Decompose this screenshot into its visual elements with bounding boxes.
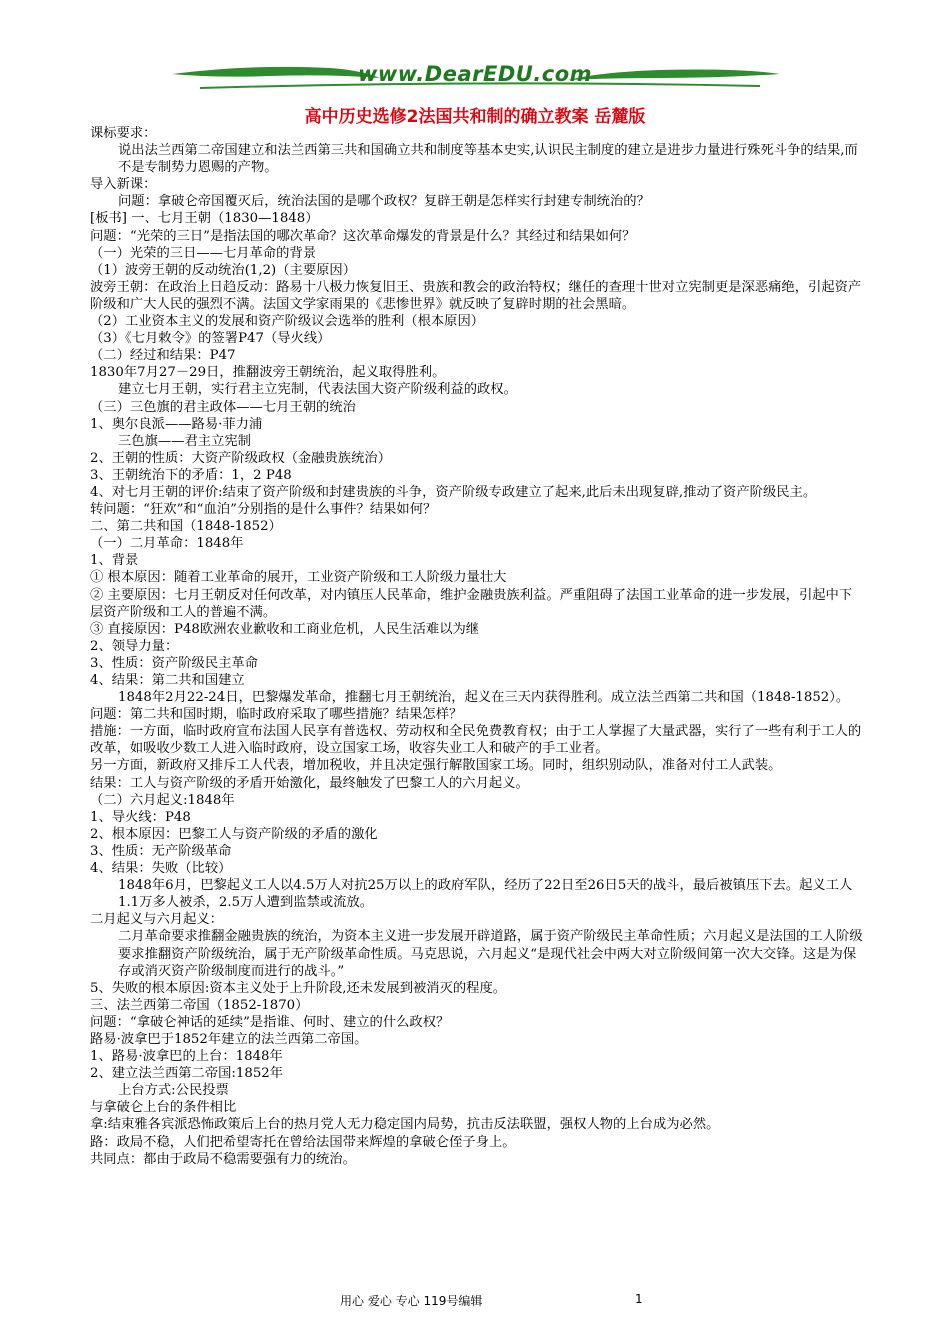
paragraph: 2、建立法兰西第二帝国:1852年 — [90, 1066, 284, 1082]
paragraph: 2、王朝的性质：大资产阶级政权（金融贵族统治） — [90, 450, 391, 466]
paragraph: 1、奥尔良派——路易·菲力浦 — [90, 416, 263, 432]
paragraph: 三色旗——君主立宪制 — [118, 433, 251, 449]
paragraph: 波旁王朝：在政治上日趋反动：路易十八极力恢复旧王、贵族和教会的政治特权；继任的查理十世对立宪制更是深恶痛绝，引起资产阶级和广大人民的强烈不满。法国文学家雨果的《悲惨世界》就反映了复辟时期的社会黑暗。 — [90, 279, 862, 312]
paragraph: 问题：拿破仑帝国覆灭后，统治法国的是哪个政权？复辟王朝是怎样实行封建专制统治的？ — [118, 194, 650, 210]
paragraph: 转问题：“狂欢”和“血泊”分别指的是什么事件？结果如何？ — [90, 502, 437, 518]
paragraph: ① 根本原因：随着工业革命的展开，工业资产阶级和工人阶级力量壮大 — [90, 570, 507, 586]
paragraph: 3、性质：资产阶级民主革命 — [90, 655, 259, 671]
paragraph: 4、结果：第二共和国建立 — [90, 673, 245, 688]
document-title: 高中历史选修2法国共和制的确立教案 岳麓版 — [304, 107, 646, 127]
paragraph: （一）光荣的三日——七月革命的背景 — [90, 245, 317, 261]
paragraph: ② 主要原因：七月王朝反对任何改革，对内镇压人民革命，维护金融贵族利益。严重阻碍了法国工业革命的进一步发展，引起中下层资产阶级和工人的普遍不满。 — [90, 587, 853, 620]
site-logo: www.DearEDU.com — [357, 62, 593, 86]
paragraph: 1、背景 — [90, 553, 139, 569]
paragraph: 4、对七月王朝的评价:结束了资产阶级和封建贵族的斗争，资产阶级专政建立了起来,此后未出现复辟,推动了资产阶级民主。 — [90, 484, 817, 500]
paragraph: 2、领导力量： — [90, 638, 179, 654]
paragraph: （二）经过和结果：P47 — [90, 348, 236, 364]
paragraph: 4、结果：失败（比较） — [90, 861, 232, 877]
paragraph: 共同点：都由于政局不稳需要强有力的统治。 — [90, 1151, 356, 1167]
paragraph: 二、第二共和国（1848-1852） — [90, 519, 282, 535]
paragraph: 5、失败的根本原因:资本主义处于上升阶段,还未发展到被消灭的程度。 — [90, 980, 507, 996]
paragraph: 课标要求： — [90, 126, 157, 141]
paragraph: 问题：“光荣的三日”是指法国的哪次革命？这次革命爆发的背景是什么？其经过和结果如何？ — [90, 228, 636, 244]
paragraph: 问题：“拿破仑神话的延续”是指谁、何时、建立的什么政权？ — [90, 1014, 450, 1030]
document-body — [90, 125, 865, 1168]
paragraph: 1830年7月27－29日，推翻波旁王朝统治，起义取得胜利。 — [90, 365, 446, 381]
paragraph: 1848年2月22-24日，巴黎爆发革命，推翻七月王朝统治，起义在三天内获得胜利。成立法兰西第二共和国（1848-1852）。 — [118, 690, 850, 706]
paragraph: （3）《七月敕令》的签署P47（导火线） — [90, 331, 331, 347]
footer-text: 用心 爱心 专心 119号编辑 — [340, 1294, 483, 1308]
paragraph: （一）二月革命：1848年 — [90, 536, 244, 552]
paragraph: 路易·波拿巴于1852年建立的法兰西第二帝国。 — [90, 1031, 368, 1047]
paragraph: 路：政局不稳，人们把希望寄托在曾给法国带来辉煌的拿破仑侄子身上。 — [90, 1134, 516, 1150]
paragraph: 三、法兰西第二帝国（1852-1870） — [90, 997, 309, 1013]
paragraph: 建立七月王朝，实行君主立宪制，代表法国大资产阶级利益的政权。 — [118, 382, 517, 398]
paragraph: 3、王朝统治下的矛盾：1，2 P48 — [90, 467, 292, 483]
paragraph: （二）六月起义:1848年 — [90, 792, 235, 808]
paragraph: 3、性质：无产阶级革命 — [90, 843, 232, 859]
paragraph: 与拿破仑上台的条件相比 — [90, 1100, 237, 1116]
paragraph: 另一方面，新政府又排斥工人代表，增加税收，并且决定强行解散国家工场。同时，组织别动队，准备对付工人武装。 — [90, 758, 782, 774]
paragraph: [板书] 一、七月王朝（1830—1848） — [90, 211, 319, 227]
paragraph: ③ 直接原因：P48欧洲农业歉收和工商业危机，人民生活难以为继 — [90, 621, 480, 637]
paragraph: 问题：第二共和国时期，临时政府采取了哪些措施？结果怎样？ — [90, 707, 463, 723]
paragraph: （2）工业资本主义的发展和资产阶级议会选举的胜利（根本原因） — [90, 314, 485, 330]
paragraph: 结果：工人与资产阶级的矛盾开始激化，最终触发了巴黎工人的六月起义。 — [90, 775, 529, 791]
page-number: 1 — [635, 1292, 643, 1306]
paragraph: 措施：一方面，临时政府宣布法国人民享有普选权、劳动权和全民免费教育权；由于工人掌握了大量武器，实行了一些有利于工人的改革，如吸收少数工人进入临时政府，设立国家工场，收容失业工人和破产的手工业者。 — [90, 724, 862, 757]
paragraph: 2、根本原因：巴黎工人与资产阶级的矛盾的激化 — [90, 826, 378, 842]
paragraph: 二月起义与六月起义： — [90, 912, 223, 928]
paragraph: 1、导火线：P48 — [90, 809, 191, 825]
paragraph: 导入新课： — [90, 177, 157, 193]
paragraph: 拿:结束雅各宾派恐怖政策后上台的热月党人无力稳定国内局势，抗击反法联盟，强权人物的上台成为必然。 — [90, 1117, 720, 1133]
paragraph: 上台方式:公民投票 — [118, 1083, 229, 1099]
paragraph: 说出法兰西第二帝国建立和法兰西第三共和国确立共和制度等基本史实,认识民主制度的建立是进步力量进行殊死斗争的结果,而不是专制势力恩赐的产物。 — [118, 143, 858, 176]
paragraph: （三）三色旗的君主政体——七月王朝的统治 — [90, 399, 356, 415]
paragraph: 二月革命要求推翻金融贵族的统治，为资本主义进一步发展开辟道路，属于资产阶级民主革命性质；六月起义是法国的工人阶级要求推翻资产阶级统治，属于无产阶级革命性质。马克思说，六月起义“是现代社会中两大对立阶级间第一次大交锋。这是为保存或消灭资产阶级制度而进行的战斗。” — [118, 929, 863, 979]
paragraph: 1848年6月，巴黎起义工人以4.5万人对抗25万以上的政府军队，经历了22日至26日5天的战斗，最后被镇压下去。起义工人1.1万多人被杀，2.5万人遭到监禁或流放。 — [118, 878, 853, 911]
paragraph: 1、路易·波拿巴的上台：1848年 — [90, 1049, 283, 1065]
paragraph: （1）波旁王朝的反动统治(1,2)（主要原因） — [90, 262, 357, 278]
